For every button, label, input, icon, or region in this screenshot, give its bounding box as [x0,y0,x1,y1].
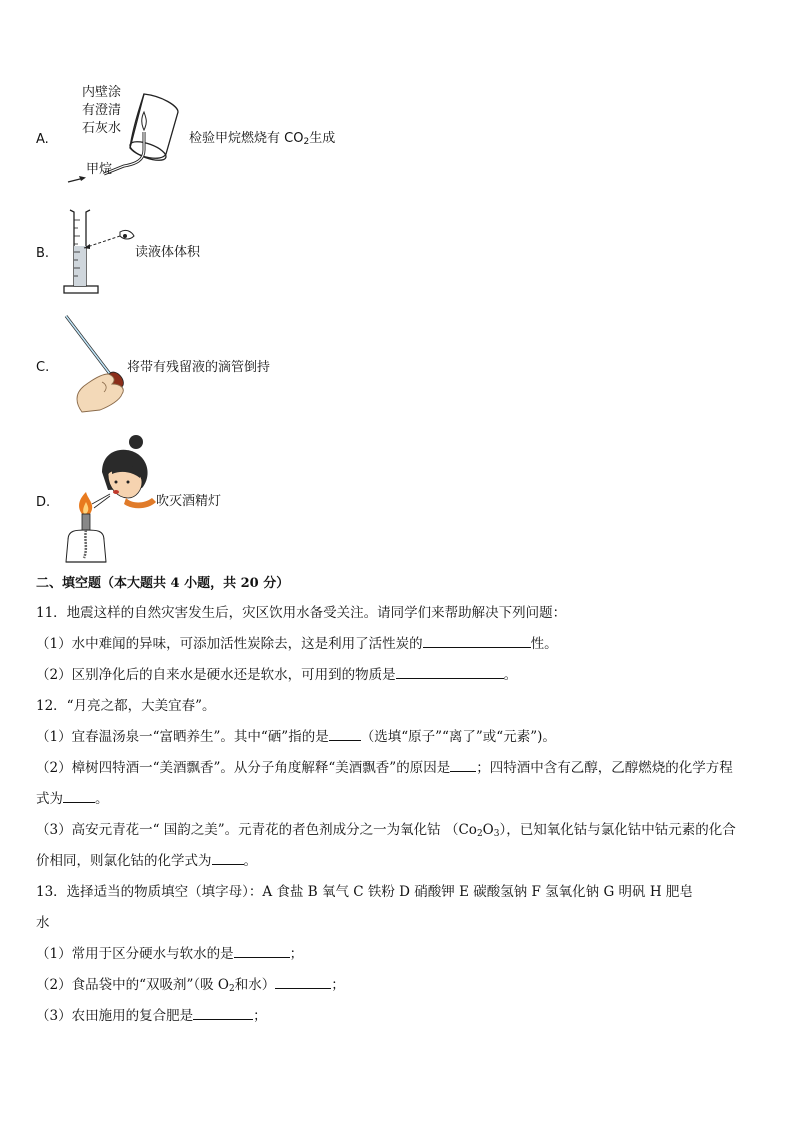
option-a-description [189,130,335,148]
methane-label: 甲烷 [86,162,113,177]
lime-water-label-line2: 有澄清 [82,103,122,118]
q12-part1 [36,728,556,746]
q11-part1-suffix: 性。 [530,636,558,652]
blowing-out-alcohol-lamp-illustration [62,432,162,570]
lime-water-label-line3: 石灰水 [82,121,122,136]
q12-part2-suffix: ；四特酒中含有乙醇，乙醇燃烧的化学方程 [476,760,733,776]
methane-combustion-apparatus-illustration [66,92,186,192]
q12-part1-text: （1）宜春温汤泉一“富晒养生”。其中“硒”指的是 [36,729,329,745]
q12-part3-text: （3）高安元青花一“ 国韵之美”。元青花的者色剂成分之一为氧化钴 （Co [36,822,477,838]
inverted-dropper-illustration [62,312,132,414]
q13-stem-line2: 水 [36,915,50,931]
q13-part3-blank[interactable] [193,1007,253,1020]
q13-part2 [36,976,345,994]
option-a-desc-post: 生成 [309,131,336,146]
q13-part3 [36,1007,267,1025]
q12-part3-mid: O [482,822,494,838]
q11-part2 [36,666,517,684]
q12-part3-line2 [36,852,257,870]
q12-part1-blank[interactable] [329,728,361,741]
q13-part2-suffix: ； [331,977,345,993]
option-d-letter: D. [36,495,51,510]
q11-part2-text: （2）区别净化后的自来水是硬水还是软水，可用到的物质是 [36,667,396,683]
option-b-description: 读液体体积 [135,245,201,260]
q11-part1-text: （1）水中难闻的异味，可添加活性炭除去，这是利用了活性炭的 [36,636,423,652]
q12-part3-line2-suffix: 。 [243,853,257,869]
q12-part2-blank2[interactable] [63,790,95,803]
option-b-letter: B. [36,246,50,261]
option-a-letter: A. [36,132,49,147]
q12-part3-sub2: 3 [493,829,500,839]
q13-part3-text: （3）农田施用的复合肥是 [36,1008,194,1024]
option-d-description: 吹灭酒精灯 [156,494,222,509]
option-c-letter: C. [36,360,50,375]
q13-part1-suffix: ； [289,946,304,962]
q11-stem: 11．地震这样的自然灾害发生后，灾区饮用水备受关注。请同学们来帮助解决下列问题： [36,605,567,621]
q13-part1 [36,945,303,963]
q12-part1-suffix: （选填“原子”“离了”或“元素”)。 [360,729,556,745]
option-a-desc-pre: 检验甲烷燃烧有 CO [189,131,304,146]
q13-part1-blank[interactable] [234,945,290,958]
q12-part2-line2-text: 式为 [36,791,63,807]
lime-water-label-line1: 内壁涂 [82,85,122,100]
q11-part1 [36,635,558,653]
q11-part1-blank[interactable] [423,635,531,648]
q12-part2-line2-suffix: 。 [95,791,109,807]
q12-part2-blank1[interactable] [450,759,476,772]
q12-stem: 12．“月亮之都，大美宜春”。 [36,698,216,714]
q12-part3-line2-text: 价相同，则氯化钴的化学式为 [36,853,212,869]
q13-part2-sub: 2 [229,984,235,994]
q13-part2-blank[interactable] [275,976,331,989]
q12-part2 [36,759,733,777]
q13-part3-suffix: ； [253,1008,267,1024]
q12-part2-text: （2）樟树四特酒一“美酒飘香”。从分子角度解释“美酒飘香”的原因是 [36,760,451,776]
q12-part2-line2 [36,790,109,808]
section-heading: 二、填空题（本大题共 4 小题，共 20 分） [36,576,290,591]
q13-part2-text: （2）食品袋中的“双吸剂”（吸 O [36,977,230,993]
q13-part2-mid: 和水） [234,977,276,993]
q12-part3-suffix: ），已知氧化钴与氯化钴中钴元素的化合 [499,822,736,838]
graduated-cylinder-reading-illustration [62,206,142,298]
option-c-description: 将带有残留液的滴管倒持 [127,360,271,375]
q13-part1-text: （1）常用于区分硬水与软水的是 [36,946,234,962]
q11-part2-suffix: 。 [503,667,518,683]
q12-part3 [36,821,736,839]
q13-stem: 13．选择适当的物质填空（填字母）：A 食盐 B 氧气 C 铁粉 D 硝酸钾 E 碳酸氢钠 F 氢氧化钠 G 明矾 H 肥皂 [36,884,693,900]
option-a-desc-sub: 2 [303,137,310,147]
q12-part3-sub1: 2 [476,829,483,839]
q12-part3-blank[interactable] [212,852,244,865]
inverted-beaker [128,94,178,164]
q11-part2-blank[interactable] [396,666,504,679]
